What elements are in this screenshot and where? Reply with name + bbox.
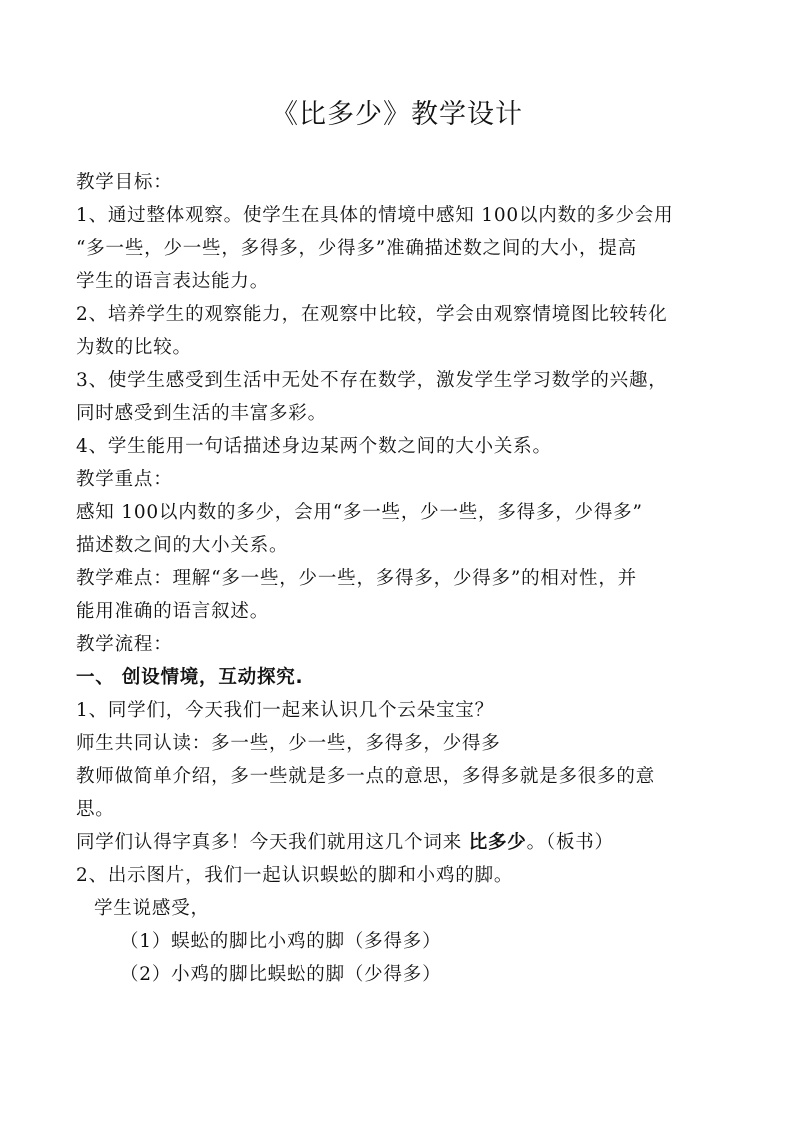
paragraph-line: 学生说感受， bbox=[94, 898, 210, 919]
section-heading-difficulties: 教学难点：理解“多一些，少一些，多得多，少得多”的相对性，并 bbox=[76, 568, 637, 589]
list-item: （1）蜈蚣的脚比小鸡的脚（多得多） bbox=[120, 931, 442, 952]
paragraph-line: 能用准确的语言叙述。 bbox=[76, 601, 270, 622]
paragraph-line: 1、通过整体观察。使学生在具体的情境中感知 100以内数的多少会用 bbox=[76, 205, 674, 226]
paragraph-line: 2、出示图片，我们一起认识蜈蚣的脚和小鸡的脚。 bbox=[76, 865, 514, 886]
paragraph-line: 同时感受到生活的丰富多彩。 bbox=[76, 403, 327, 424]
section-heading-process: 教学流程： bbox=[76, 634, 173, 655]
paragraph-line: 思。 bbox=[76, 799, 115, 820]
emphasis-text: 比多少 bbox=[468, 832, 527, 853]
paragraph-line: 学生的语言表达能力。 bbox=[76, 271, 270, 292]
paragraph-line: 为数的比较。 bbox=[76, 337, 192, 358]
paragraph-line: 教师做简单介绍，多一些就是多一点的意思，多得多就是多很多的意 bbox=[76, 766, 656, 787]
section-heading-objectives: 教学目标： bbox=[76, 172, 173, 193]
paragraph-line: 描述数之间的大小关系。 bbox=[76, 535, 289, 556]
paragraph-line: 师生共同认读：多一些，少一些，多得多，少得多 bbox=[76, 733, 501, 754]
paragraph-line: 4、学生能用一句话描述身边某两个数之间的大小关系。 bbox=[76, 436, 552, 457]
paragraph-line: 感知 100以内数的多少，会用“多一些，少一些，多得多，少得多” bbox=[76, 502, 643, 523]
paragraph-text: 。（板书） bbox=[526, 832, 614, 853]
paragraph-line: 2、培养学生的观察能力，在观察中比较，学会由观察情境图比较转化 bbox=[76, 304, 668, 325]
paragraph-line: “多一些，少一些，多得多，少得多”准确描述数之间的大小，提高 bbox=[76, 238, 637, 259]
subsection-heading: 一、 创设情境，互动探究. bbox=[76, 667, 304, 688]
paragraph-line: 3、使学生感受到生活中无处不存在数学，激发学生学习数学的兴趣， bbox=[76, 370, 668, 391]
list-item: （2）小鸡的脚比蜈蚣的脚（少得多） bbox=[120, 964, 442, 985]
paragraph-text: 同学们认得字真多！今天我们就用这几个词来 bbox=[76, 832, 463, 853]
paragraph-line bbox=[76, 830, 614, 856]
document-title: 《比多少》教学设计 bbox=[271, 99, 523, 130]
section-heading-key-points: 教学重点： bbox=[76, 469, 173, 490]
paragraph-line: 1、同学们，今天我们一起来认识几个云朵宝宝？ bbox=[76, 700, 494, 721]
